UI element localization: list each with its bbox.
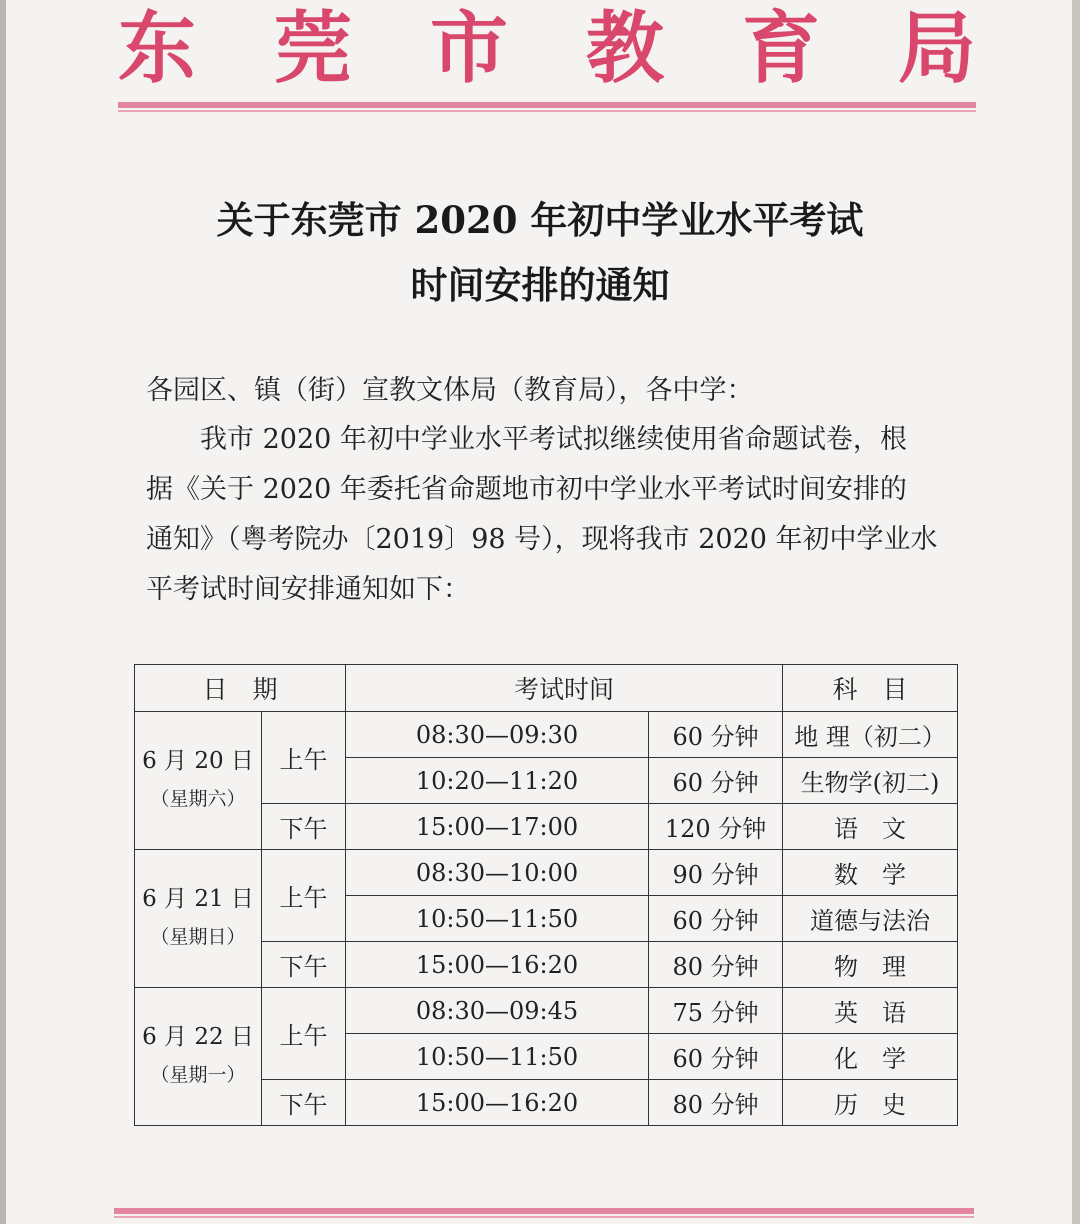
duration-cell: 60 分钟 bbox=[649, 758, 783, 804]
duration-cell: 60 分钟 bbox=[649, 896, 783, 942]
time-cell: 10:50—11:50 bbox=[346, 896, 649, 942]
letterhead-char: 东 bbox=[118, 3, 197, 94]
subject-cell: 英 语 bbox=[783, 988, 958, 1034]
session-cell: 下午 bbox=[262, 804, 346, 850]
subject-cell: 化 学 bbox=[783, 1034, 958, 1080]
time-cell: 10:20—11:20 bbox=[346, 758, 649, 804]
document-title-line-2: 时间安排的通知 bbox=[410, 263, 670, 307]
weekday-text: （星期六） bbox=[150, 787, 246, 810]
date-cell bbox=[135, 850, 262, 988]
header-divider-thin bbox=[118, 110, 976, 112]
footer-divider bbox=[114, 1208, 974, 1214]
table-row bbox=[135, 850, 958, 896]
header-date: 日 期 bbox=[135, 665, 346, 712]
session-cell: 上午 bbox=[262, 712, 346, 804]
subject-cell: 语 文 bbox=[783, 804, 958, 850]
footer-divider-thin bbox=[114, 1216, 974, 1218]
session-cell: 上午 bbox=[262, 850, 346, 942]
time-cell: 15:00—17:00 bbox=[346, 804, 649, 850]
subject-cell: 历 史 bbox=[783, 1080, 958, 1126]
time-cell: 08:30—10:00 bbox=[346, 850, 649, 896]
duration-cell: 120 分钟 bbox=[649, 804, 783, 850]
document-title-line-1: 关于东莞市 2020 年初中学业水平考试 bbox=[216, 198, 864, 242]
duration-cell: 80 分钟 bbox=[649, 1080, 783, 1126]
header-exam-time: 考试时间 bbox=[346, 665, 783, 712]
time-cell: 15:00—16:20 bbox=[346, 1080, 649, 1126]
duration-cell: 80 分钟 bbox=[649, 942, 783, 988]
subject-cell: 物 理 bbox=[783, 942, 958, 988]
table-header-row bbox=[135, 665, 958, 712]
salutation: 各园区、镇（街）宣教文体局（教育局），各中学： bbox=[146, 375, 754, 406]
date-text: 6 月 22 日 bbox=[142, 1023, 254, 1050]
letterhead bbox=[118, 2, 976, 96]
date-cell bbox=[135, 712, 262, 850]
time-cell: 08:30—09:30 bbox=[346, 712, 649, 758]
subject-cell: 数 学 bbox=[783, 850, 958, 896]
duration-cell: 60 分钟 bbox=[649, 1034, 783, 1080]
letterhead-char: 莞 bbox=[273, 3, 352, 94]
session-cell: 下午 bbox=[262, 1080, 346, 1126]
duration-cell: 75 分钟 bbox=[649, 988, 783, 1034]
scan-edge-left bbox=[0, 0, 6, 1224]
table-row bbox=[135, 988, 958, 1034]
letterhead-char: 教 bbox=[585, 3, 664, 94]
date-text: 6 月 20 日 bbox=[142, 747, 254, 774]
time-cell: 08:30—09:45 bbox=[346, 988, 649, 1034]
duration-cell: 90 分钟 bbox=[649, 850, 783, 896]
header-divider bbox=[118, 102, 976, 108]
time-cell: 10:50—11:50 bbox=[346, 1034, 649, 1080]
letterhead-char: 市 bbox=[429, 3, 508, 94]
table-row bbox=[135, 712, 958, 758]
date-text: 6 月 21 日 bbox=[142, 885, 254, 912]
body-line: 平考试时间安排通知如下： bbox=[146, 574, 470, 605]
session-cell: 上午 bbox=[262, 988, 346, 1080]
subject-cell: 生物学(初二) bbox=[783, 758, 958, 804]
header-subject: 科 目 bbox=[783, 665, 958, 712]
date-cell bbox=[135, 988, 262, 1126]
body-paragraph bbox=[146, 415, 946, 615]
subject-cell: 地 理（初二） bbox=[783, 712, 958, 758]
duration-cell: 60 分钟 bbox=[649, 712, 783, 758]
session-cell: 下午 bbox=[262, 942, 346, 988]
time-cell: 15:00—16:20 bbox=[346, 942, 649, 988]
letterhead-char: 育 bbox=[741, 3, 820, 94]
weekday-text: （星期一） bbox=[150, 1063, 246, 1086]
scan-edge-right bbox=[1072, 0, 1080, 1224]
exam-schedule-table bbox=[134, 664, 958, 1126]
weekday-text: （星期日） bbox=[150, 925, 246, 948]
letterhead-char: 局 bbox=[897, 3, 976, 94]
body-line: 据《关于 2020 年委托省命题地市初中学业水平考试时间安排的 bbox=[146, 474, 907, 505]
body-line: 我市 2020 年初中学业水平考试拟继续使用省命题试卷，根 bbox=[200, 424, 907, 455]
subject-cell: 道德与法治 bbox=[783, 896, 958, 942]
body-line: 通知》（粤考院办〔2019〕98 号），现将我市 2020 年初中学业水 bbox=[146, 524, 938, 555]
